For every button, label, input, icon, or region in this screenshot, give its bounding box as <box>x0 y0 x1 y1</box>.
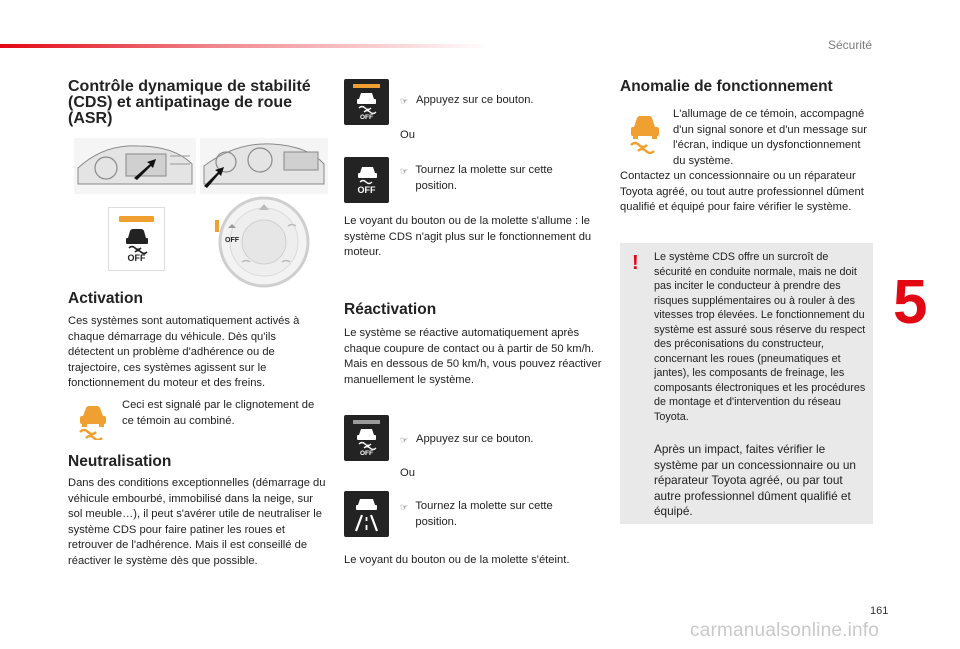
watermark: carmanualsonline.info <box>690 620 880 641</box>
off-label: OFF <box>127 253 146 263</box>
off-button-unlit <box>344 415 389 461</box>
dashboard-button-illustration <box>74 138 196 194</box>
svg-text:OFF: OFF <box>225 237 239 244</box>
terrain-selector-knob-icon <box>212 196 312 288</box>
anomaly-text: Contactez un concessionnaire ou un réparateur Toyota agréé, ou tout autre professionnel dûment qualifié et équipé pour faire vérifier le système. <box>620 170 864 213</box>
off-note: Le voyant du bouton ou de la molette s'allume : le système CDS n'agit plus sur le fonctionnement du moteur. <box>344 215 592 258</box>
pointing-finger-icon: ☞ <box>400 435 409 445</box>
knob-normal-position <box>344 491 389 537</box>
warning-text-impact: Après un impact, faites vérifier le système par un concessionnaire ou un réparateur Toyota agréé, ou par tout autre professionnel dûment qualifié et équipé. <box>654 442 856 518</box>
road-lane-icon <box>344 491 389 537</box>
activation-heading: Activation <box>68 290 143 307</box>
reactivation-heading: Réactivation <box>344 301 437 318</box>
reactivation-text: Le système se réactive automatiquement après chaque coupure de contact ou à partir de 50 km/h. Mais en dessous de 50 km/h, vous pouvez réactiver manuellement le système. <box>344 327 602 386</box>
off-button-large <box>108 207 165 271</box>
header-accent-bar <box>0 44 490 48</box>
activation-text: Ces systèmes sont automatiquement activés à chaque démarrage du véhicule. Dès qu'ils détectent un problème d'adhérence ou de trajectoire, ces systèmes agissent sur le fonctionnement du moteur et des freins. <box>68 315 300 389</box>
esp-off-button-icon <box>344 415 389 461</box>
reactivation-final-note: Le voyant du bouton ou de la molette s'éteint. <box>344 554 570 566</box>
reactivation-step-turn: ☞ Tournez la molette sur cette position. <box>400 499 590 530</box>
esp-off-button-icon <box>344 79 389 125</box>
svg-text:OFF: OFF <box>360 450 373 457</box>
page-title: Contrôle dynamique de stabilité (CDS) et antipatinage de roue (ASR) <box>68 78 311 127</box>
svg-text:OFF: OFF <box>357 185 376 195</box>
reactivation-or-label: Ou <box>400 467 415 479</box>
neutralisation-text: Dans des conditions exceptionnelles (démarrage du véhicule embourbé, immobilisé dans la neige, sur sol meuble…), il peut s'avérer utile de neutraliser le système CDS pour faire patiner les roues et retrouver de l'adhérence. Mais il est conseillé de réactiver le système dès que possible. <box>68 477 326 567</box>
reactivation-step-press: ☞ Appuyez sur ce bouton. <box>400 432 580 449</box>
warning-text: Le système CDS offre un surcroît de sécurité en conduite normale, mais ne doit pas inciter le conducteur à prendre des risques supplémentaires ou à rouler à des vitesses trop élevées. Le fonctionnement du système est assuré sous réserve du respect des préconisations du constructeur, concernant les roues (pneumatiques et jantes), les composants de freinage, les composants électroniques et les procédures de montage et d'intervention du réseau Toyota. <box>654 251 866 423</box>
activation-lamp-text: Ceci est signalé par le clignotement de ce témoin au combiné. <box>122 399 315 427</box>
skid-warning-lamp-icon <box>626 114 662 154</box>
knob-off-position <box>344 157 389 203</box>
skid-warning-lamp-icon <box>76 404 108 440</box>
pointing-finger-icon: ☞ <box>400 96 409 106</box>
neutralisation-heading: Neutralisation <box>68 453 172 470</box>
warning-icon: ! <box>632 252 639 274</box>
or-label: Ou <box>400 129 415 141</box>
anomaly-lamp-text: L'allumage de ce témoin, accompagné d'un signal sonore et d'un message sur l'écran, indique un dysfonctionnement du système. <box>673 108 867 167</box>
pointing-finger-icon: ☞ <box>400 502 409 512</box>
page-number: 161 <box>870 605 889 617</box>
dashboard-knob-illustration <box>200 138 328 194</box>
step-press-button: ☞ Appuyez sur ce bouton. <box>400 93 580 110</box>
anomaly-heading: Anomalie de fonctionnement <box>620 78 833 95</box>
svg-text:OFF: OFF <box>360 114 373 121</box>
esp-off-knob-icon <box>344 157 389 203</box>
chapter-number: 5 <box>893 268 928 337</box>
off-button-lit <box>344 79 389 125</box>
step-turn-knob: ☞ Tournez la molette sur cette position. <box>400 163 590 194</box>
pointing-finger-icon: ☞ <box>400 166 409 176</box>
section-label: Sécurité <box>827 38 872 52</box>
